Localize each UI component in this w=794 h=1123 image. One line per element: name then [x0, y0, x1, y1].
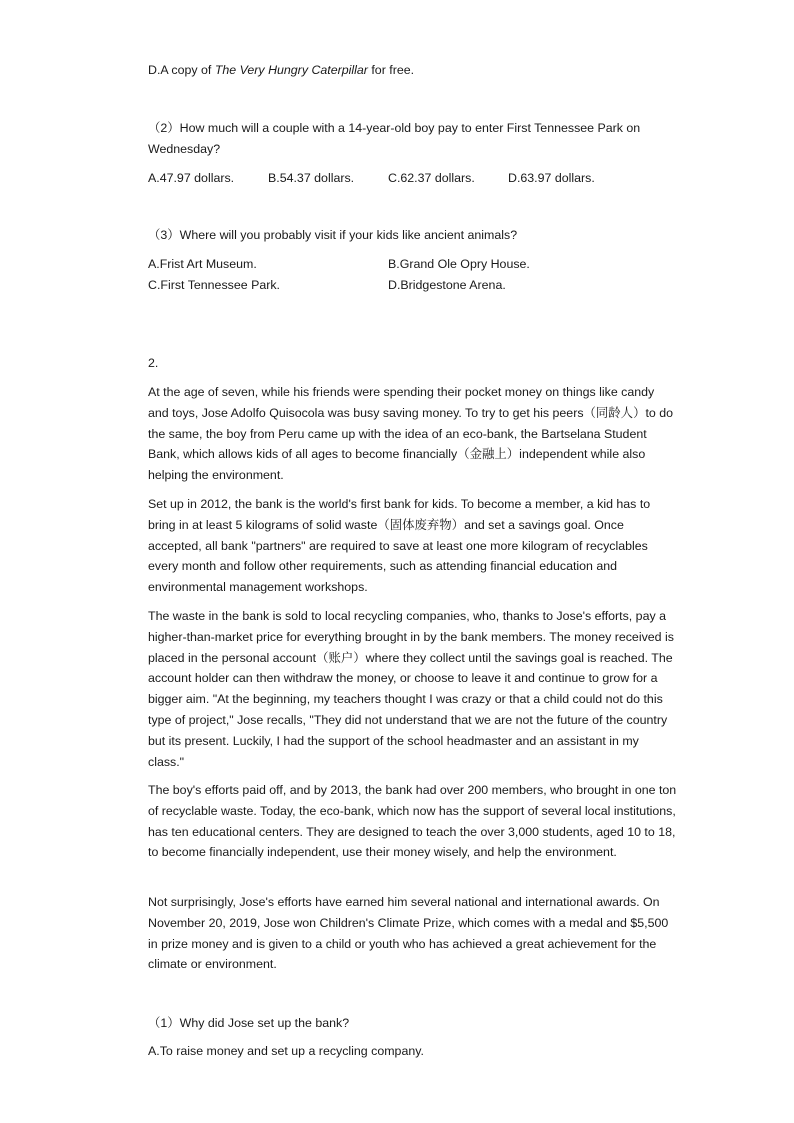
q2-option-b: B.54.37 dollars.: [268, 171, 355, 185]
passage-number: 2.: [148, 356, 159, 370]
q2-stem-line1: （2）How much will a couple with a 14-year-old boy pay to enter First Tennessee Park on: [148, 121, 641, 135]
q3-stem: （3）Where will you probably visit if your kids like ancient animals?: [148, 228, 518, 242]
q3-option-d: D.Bridgestone Arena.: [388, 278, 506, 292]
q2-option-d: D.63.97 dollars.: [508, 171, 595, 185]
passage-paragraph-5: Not surprisingly, Jose's efforts have earned him several national and international awards. On November 20, 2019, Jose won Children's Climate Prize, which comes with a medal and $5,500 in prize money and is given to a child or youth who has achieved a great achievement for the climate or environment.: [148, 895, 669, 972]
q2-option-c: C.62.37 dollars.: [388, 171, 475, 185]
q2-option-a: A.47.97 dollars.: [148, 171, 235, 185]
passage-paragraph-4: The boy's efforts paid off, and by 2013, the bank had over 200 members, who brought in one ton of recyclable waste. Today, the eco-bank, which now has the support of several local institutions, has ten educational centers. They are designed to teach the over 3,000 students, aged 10 to 18, to become financially independent, use their money wisely, and help the environment.: [148, 783, 677, 860]
q3-option-b: B.Grand Ole Opry House.: [388, 257, 530, 271]
passage-paragraph-3: The waste in the bank is sold to local recycling companies, who, thanks to Jose's efforts, pay a higher-than-market price for everything brought in by the bank members. The money received is placed in the personal account（账户）where they collect until the savings goal is reached. The account holder can then withdraw the money, or choose to leave it and continue to grow for a bigger aim. "At the beginning, my teachers thought I was crazy or that a child could not do this type of project," Jose recalls, "They did not understand that we are not the future of the country but its present. Luckily, I had the support of the school headmaster and an assistant in my class.": [148, 609, 674, 769]
passage-paragraph-1: At the age of seven, while his friends were spending their pocket money on things like candy and toys, Jose Adolfo Quisocola was busy saving money. To try to get his peers（同龄人）to do the same, the boy from Peru came up with the idea of an eco-bank, the Bartselana Student Bank, which allows kids of all ages to become financially（金融上）independent while also helping the environment.: [148, 385, 674, 483]
q3-option-a: A.Frist Art Museum.: [148, 257, 257, 271]
p2-q1-stem: （1）Why did Jose set up the bank?: [148, 1016, 350, 1030]
q1-option-d: D.A copy of The Very Hungry Caterpillar for free.: [148, 63, 415, 77]
q2-stem-line2: Wednesday?: [148, 142, 221, 156]
q3-option-c: C.First Tennessee Park.: [148, 278, 280, 292]
passage-paragraph-2: Set up in 2012, the bank is the world's first bank for kids. To become a member, a kid has to bring in at least 5 kilograms of solid waste（固体废弃物）and set a savings goal. Once accepted, all bank "partners" are required to save at least one more kilogram of recyclables every month and follow other requirements, such as attending financial education and environmental management workshops.: [148, 497, 651, 595]
book-title: The Very Hungry Caterpillar: [214, 63, 368, 77]
p2-q1-option-a: A.To raise money and set up a recycling company.: [148, 1044, 424, 1058]
